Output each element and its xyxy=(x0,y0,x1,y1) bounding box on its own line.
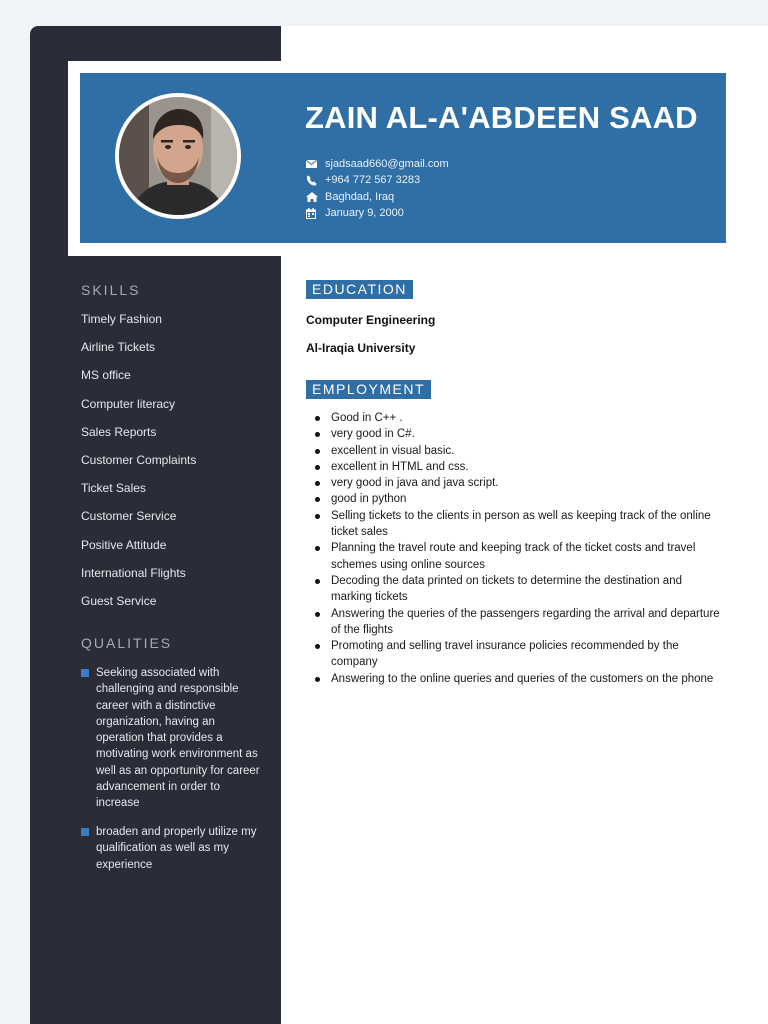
bullet-icon xyxy=(315,465,320,470)
skill-item: Customer Service xyxy=(81,509,177,524)
employment-item: Decoding the data printed on tickets to determine the destination and marking tickets xyxy=(310,573,722,606)
employment-item: Promoting and selling travel insurance policies recommended by the company xyxy=(310,638,722,671)
candidate-name: ZAIN AL-A'ABDEEN SAAD xyxy=(305,100,698,135)
bullet-icon xyxy=(315,416,320,421)
skills-list xyxy=(81,311,196,621)
contact-address xyxy=(306,189,449,205)
contact-phone xyxy=(306,172,449,188)
phone-icon xyxy=(306,175,325,186)
employment-item: very good in C#. xyxy=(310,426,722,442)
bullet-icon xyxy=(315,481,320,486)
contact-email xyxy=(306,156,449,172)
birthdate-text: January 9, 2000 xyxy=(325,207,404,220)
employment-item: good in python xyxy=(310,491,722,507)
skill-item: International Flights xyxy=(81,565,186,580)
bullet-icon xyxy=(315,677,320,682)
home-icon xyxy=(306,192,325,202)
qualities-heading: QUALITIES xyxy=(81,635,173,651)
bullet-icon xyxy=(315,432,320,437)
skill-item: Customer Complaints xyxy=(81,452,197,467)
skill-item: Guest Service xyxy=(81,593,157,608)
square-bullet-icon xyxy=(81,828,89,836)
bullet-icon xyxy=(315,579,320,584)
bullet-icon xyxy=(315,449,320,454)
education-degree: Computer Engineering xyxy=(306,313,436,327)
contact-birthdate xyxy=(306,205,449,221)
skill-item: Positive Attitude xyxy=(81,537,167,552)
bullet-icon xyxy=(315,546,320,551)
bullet-icon xyxy=(315,514,320,519)
contact-list xyxy=(306,156,449,221)
skill-item: Airline Tickets xyxy=(81,340,156,355)
employment-item: Planning the travel route and keeping track of the ticket costs and travel schemes using online sources xyxy=(310,540,722,573)
employment-item: very good in java and java script. xyxy=(310,475,722,491)
employment-item: Answering to the online queries and queries of the customers on the phone xyxy=(310,671,722,687)
profile-photo xyxy=(115,93,241,219)
employment-list xyxy=(310,410,722,687)
bullet-icon xyxy=(315,612,320,617)
employment-item: Good in C++ . xyxy=(310,410,722,426)
skill-item: Timely Fashion xyxy=(81,312,162,326)
quality-item xyxy=(81,665,261,812)
skill-item: Computer literacy xyxy=(81,396,176,411)
bullet-icon xyxy=(315,497,320,502)
phone-text: +964 772 567 3283 xyxy=(325,174,421,187)
calendar-icon xyxy=(306,208,325,219)
skills-heading: SKILLS xyxy=(81,282,141,298)
skill-item: MS office xyxy=(81,368,131,383)
address-text: Baghdad, Iraq xyxy=(325,190,395,203)
education-heading: EDUCATION xyxy=(306,280,413,299)
education-school: Al-Iraqia University xyxy=(306,341,416,355)
employment-item: excellent in HTML and css. xyxy=(310,459,722,475)
square-bullet-icon xyxy=(81,669,89,677)
quality-text: broaden and properly utilize my qualification as well as my experience xyxy=(96,826,257,871)
skill-item: Sales Reports xyxy=(81,424,157,439)
skill-item: Ticket Sales xyxy=(81,481,146,496)
employment-item: Answering the queries of the passengers regarding the arrival and departure of the flights xyxy=(310,606,722,639)
employment-item: excellent in visual basic. xyxy=(310,443,722,459)
email-text: sjadsaad660@gmail.com xyxy=(325,158,449,171)
employment-item: Selling tickets to the clients in person as well as keeping track of the online ticket sales xyxy=(310,508,722,541)
quality-text: Seeking associated with challenging and responsible career with a distinctive organization, having an operation that provides a motivating work environment as well as an opportunity for career advancement in order to increase xyxy=(96,667,260,810)
employment-heading: EMPLOYMENT xyxy=(306,380,431,399)
bullet-icon xyxy=(315,644,320,649)
envelope-icon xyxy=(306,160,325,168)
quality-item xyxy=(81,824,261,873)
